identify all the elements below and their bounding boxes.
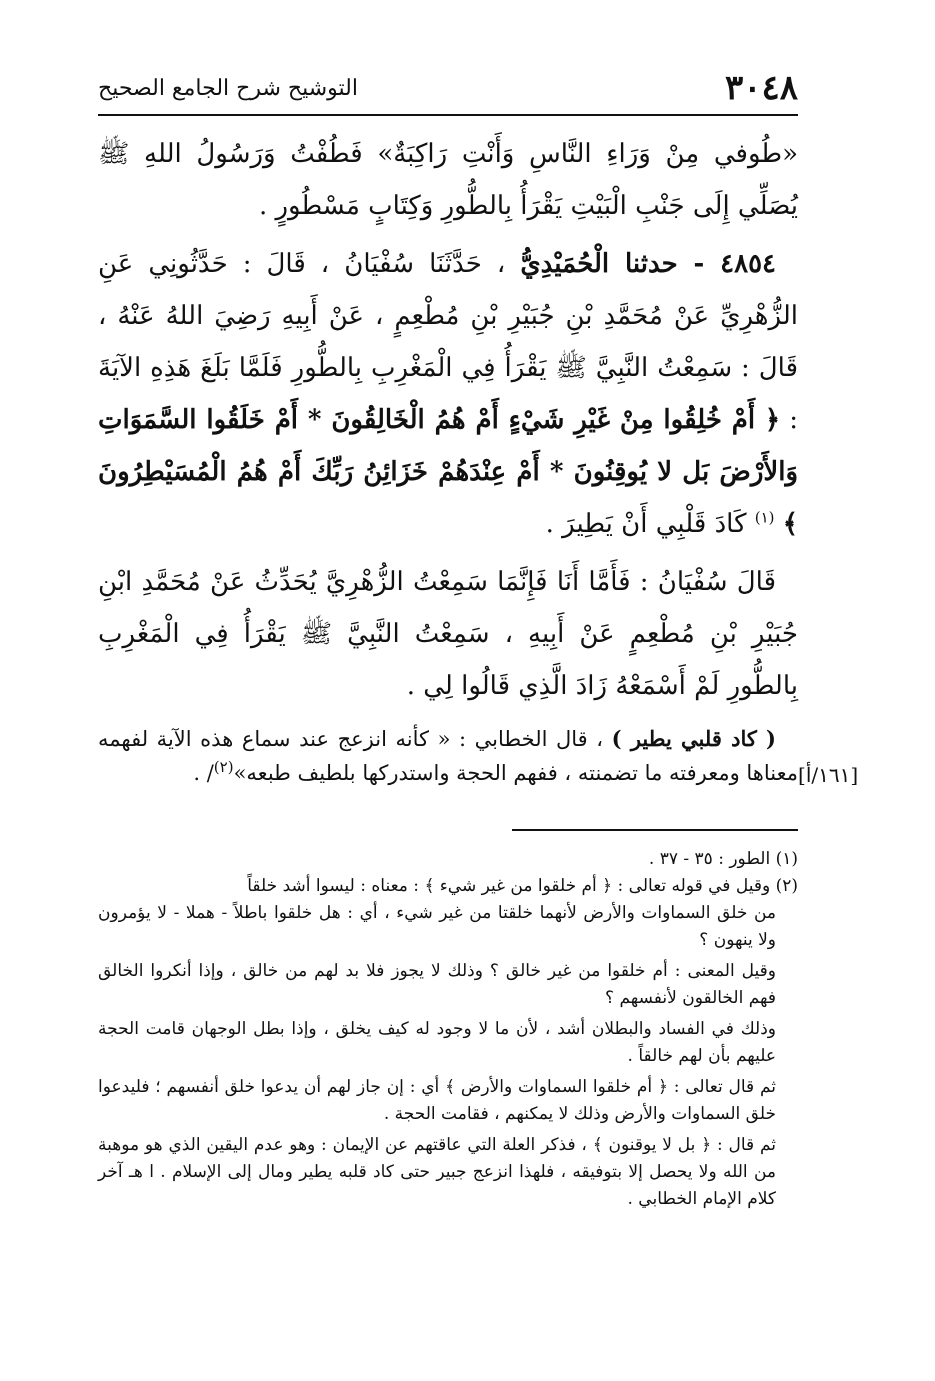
main-text	[98, 128, 798, 790]
footnote-ref-2[interactable]: (٢)	[213, 758, 234, 776]
quran-verses: ﴿ أَمْ خُلِقُوا مِنْ غَيْرِ شَيْءٍ أَمْ هُمُ الْخَالِقُونَ * أَمْ خَلَقُوا السَّمَوَاتِ وَالأَرْضَ بَل لا يُوقِنُونَ * أَمْ عِنْدَهُمْ خَزَائِنُ رَبِّكَ أَمْ هُمُ الْمُسَيْطِرُونَ ﴾	[98, 405, 798, 539]
hadith-end-text: كَادَ قَلْبِي أَنْ يَطِيرَ .	[545, 509, 747, 539]
page-header	[98, 68, 798, 112]
paragraph-sufyan-text: قَالَ سُفْيَانُ : فَأَمَّا أَنَا فَإِنَّمَا سَمِعْتُ الزُّهْرِيَّ يُحَدِّثُ عَنْ مُحَمَّدِ ابْنِ جُبَيْرِ بْنِ مُطْعِمٍ عَنْ أَبِيهِ ، سَمِعْتُ النَّبِيَّ ﷺ يَقْرَأُ فِي الْمَغْرِبِ بِالطُّورِ لَمْ أَسْمَعْهُ زَادَ الَّذِي قَالُوا لِي .	[98, 567, 798, 701]
footnote-2-part-5: ثم قال : ﴿ بل لا يوقنون ﴾ ، فذكر العلة التي عاقتهم عن الإيمان : وهو عدم اليقين الذي هو موهبة من الله ولا يحصل إلا بتوفيقه ، فلهذا انزعج جبير حتى كاد قلبه يطير ومال إلى الإسلام . ا هـ آخر كلام الإمام الخطابي .	[98, 1135, 777, 1209]
paragraph-tawaf-text: «طُوفي مِنْ وَرَاءِ النَّاسِ وَأَنْتِ رَاكِبَةٌ» فَطُفْتُ وَرَسُولُ اللهِ ﷺ يُصَلِّي إِلَى جَنْبِ الْبَيْتِ يَقْرَأُ بِالطُّورِ وَكِتَابٍ مَسْطُورٍ .	[98, 139, 798, 221]
hadith-isnad-text: ، حَدَّثَنَا سُفْيَانُ ، قَالَ : حَدَّثُونِي عَنِ الزُّهْرِيِّ عَنْ مُحَمَّدِ بْنِ جُبَيْرِ بْنِ مُطْعِمٍ ، عَنْ أَبِيهِ رَضِيَ اللهُ عَنْهُ ، قَالَ : سَمِعْتُ النَّبِيَّ ﷺ يَقْرَأُ فِي الْمَغْرِبِ بِالطُّورِ فَلَمَّا بَلَغَ هَذِهِ الآيَةَ :	[98, 249, 799, 435]
footnote-ref-1[interactable]: (١)	[754, 508, 775, 527]
paragraph-sufyan	[98, 556, 798, 712]
hadith-number: ٤٨٥٤ - حدثنا الْحُمَيْدِيُّ	[520, 249, 776, 279]
commentary-text: ، قال الخطابي : « كأنه انزعج عند سماع هذه الآية لفهمه معناها ومعرفته ما تضمنته ، ففهم الحجة واستدركها بلطيف طبعه»	[98, 727, 798, 785]
header-rule	[98, 114, 798, 116]
manuscript-folio-marker: [١٦١/أ]	[798, 763, 859, 787]
running-title: التوشيح شرح الجامع الصحيح	[98, 76, 358, 101]
page-number: ٣٠٤٨	[724, 68, 798, 108]
commentary-lemma: ( كاد قلبي يطير )	[611, 726, 776, 751]
footnote-1: (١) الطور : ٣٥ - ٣٧ .	[648, 849, 798, 869]
footnote-2-part-2: وقيل المعنى : أم خلقوا من غير خالق ؟ وذلك لا يجوز فلا بد لهم من خالق ، وإذا أنكروا الخالق فهم الخالقون لأنفسهم ؟	[98, 961, 776, 1008]
footnote-2-first-line: (٢) وقيل في قوله تعالى : ﴿ أم خلقوا من غير شيء ﴾ : معناه : ليسوا أشد خلقاً	[247, 876, 798, 896]
paragraph-hadith-4854	[98, 238, 798, 550]
commentary-paragraph	[98, 722, 798, 790]
footnote-separator	[512, 829, 798, 831]
footnote-2-part-1: من خلق السماوات والأرض لأنهما خلقتا من غير شيء ، أي : هل خلقوا باطلاً - هملا - لا يؤمرون ولا ينهون ؟	[98, 903, 776, 950]
footnote-2-part-4: ثم قال تعالى : ﴿ أم خلقوا السماوات والأرض ﴾ أي : إن جاز لهم أن يدعوا خلق أنفسهم ؛ فليدعوا خلق السماوات والأرض وذلك لا يمكنهم ، فقامت الحجة .	[98, 1077, 776, 1124]
commentary-end: / .	[193, 761, 214, 785]
footnote-2-part-3: وذلك في الفساد والبطلان أشد ، لأن ما لا وجود له كيف يخلق ، وإذا بطل الوجهان قامت الحجة عليهم بأن لهم خالقاً .	[98, 1019, 776, 1066]
footnotes	[98, 846, 798, 1213]
paragraph-tawaf	[98, 128, 798, 232]
